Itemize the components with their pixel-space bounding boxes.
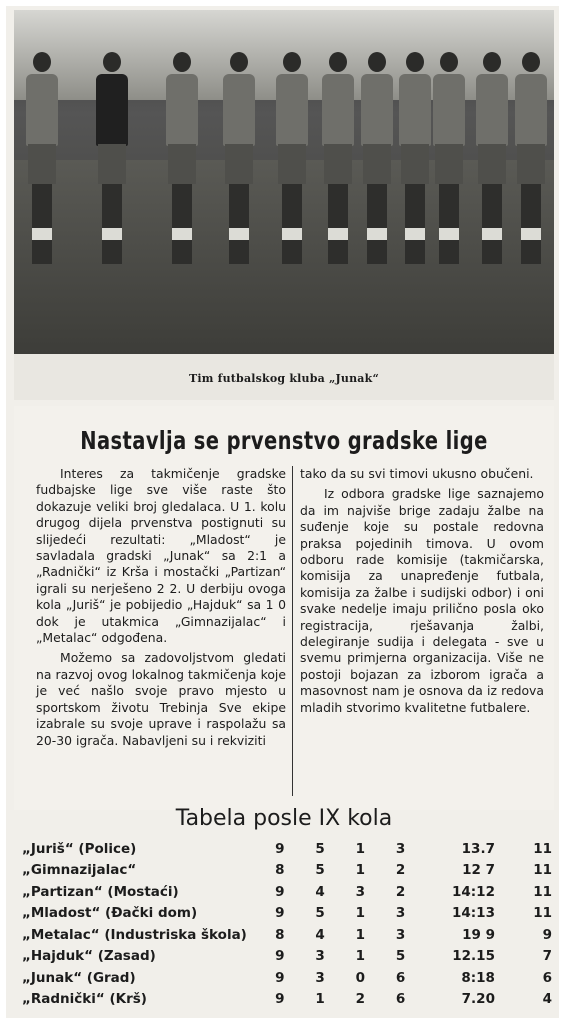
games-lost: 3: [395, 840, 406, 857]
table-row: [22, 924, 552, 946]
team-name: „Gimnazijalac“: [22, 862, 137, 879]
games-played: 8: [275, 926, 285, 943]
table-row: [22, 903, 552, 925]
team-name: „Metalac“ (Industriska škola): [22, 926, 247, 943]
games-won: 5: [315, 905, 325, 922]
games-lost: 3: [395, 905, 406, 922]
standings-title: Tabela posle IX kola: [175, 806, 393, 831]
newspaper-page: [6, 6, 559, 1018]
team-name: „Junak“ (Grad): [22, 969, 136, 986]
player-figure: [429, 52, 469, 282]
games-lost: 3: [395, 926, 406, 943]
article-paragraph: Iz odbora gradske lige saznajemo da im najviše brige zadaju žalbe na suđenje koje su postale redovna praksa pojedinih timova. U ovom odboru rade komisije (takmičarska, komisija za unapređenje futbala, komisija za žalbe i sudijski odbor) i oni svake nedelje imaju prilično posla oko registracija, rješavanja žalbi, delegiranje sudija i delegata - sve u svemu primjerna organizacija. Više ne postoji bojazan za izborom igrača a masovnost nam je osnova da iz redova mladih stvorimo kvalitetne futbalere.: [300, 486, 544, 715]
games-drawn: 3: [355, 883, 366, 900]
player-figure: [511, 52, 551, 282]
player-figure: [219, 52, 259, 282]
games-played: 9: [275, 905, 285, 922]
article-right-column: [300, 466, 544, 716]
games-played: 8: [275, 862, 285, 879]
player-figure: [318, 52, 358, 282]
games-drawn: 1: [355, 862, 366, 879]
player-figure: [22, 52, 62, 282]
table-row: [22, 967, 552, 989]
games-played: 9: [275, 883, 285, 900]
games-drawn: 1: [355, 905, 366, 922]
player-figure: [272, 52, 312, 282]
article-paragraph: Možemo sa zadovoljstvom gledati na razvoj ovog lokalnog takmičenja koje je već našlo svoje pravo mjesto u sportskom životu Trebinja Sve ekipe izabrale su svoje uprave i raspolažu sa 20-30 igrača. Nabavljeni su i rekviziti: [36, 650, 286, 748]
points: 11: [533, 840, 552, 857]
team-name: „Partizan“ (Mostaći): [22, 883, 179, 900]
article-paragraph: tako da su svi timovi ukusno obučeni.: [300, 466, 534, 481]
games-played: 9: [275, 948, 285, 965]
games-drawn: 1: [355, 926, 366, 943]
goal-score: 7.20: [461, 991, 495, 1008]
table-row: [22, 838, 552, 860]
player-figure: [162, 52, 202, 282]
team-name: „Radnički“ (Krš): [22, 991, 147, 1008]
games-lost: 2: [395, 883, 406, 900]
games-lost: 2: [395, 862, 406, 879]
article: [14, 406, 554, 810]
team-name: „Mladost“ (Đački dom): [22, 905, 198, 922]
points: 11: [533, 883, 552, 900]
games-lost: 5: [395, 948, 406, 965]
points: 6: [542, 969, 552, 986]
article-headline: Nastavlja se prvenstvo gradske lige: [80, 426, 488, 455]
table-row: [22, 946, 552, 968]
games-won: 4: [315, 926, 325, 943]
points: 9: [542, 926, 552, 943]
team-name: „Hajduk“ (Zasad): [22, 948, 156, 965]
goal-score: 13.7: [461, 840, 495, 857]
standings-table: [22, 838, 552, 1010]
games-drawn: 1: [355, 840, 366, 857]
goal-score: 14:12: [451, 883, 495, 900]
goal-score: 14:13: [451, 905, 495, 922]
column-divider: [292, 466, 293, 796]
games-lost: 6: [395, 969, 406, 986]
goal-score: 8:18: [461, 969, 495, 986]
team-name: „Juriš“ (Police): [22, 840, 137, 857]
points: 7: [542, 948, 552, 965]
games-drawn: 2: [355, 991, 366, 1008]
player-figure: [472, 52, 512, 282]
table-row: [22, 989, 552, 1011]
goalkeeper-figure: [92, 52, 132, 282]
photo-caption: Tim futbalskog kluba „Junak“: [189, 372, 379, 385]
games-lost: 6: [395, 991, 406, 1008]
games-played: 9: [275, 969, 285, 986]
games-won: 3: [315, 969, 325, 986]
team-photo: [14, 10, 554, 354]
games-won: 3: [315, 948, 325, 965]
table-row: [22, 881, 552, 903]
table-row: [22, 860, 552, 882]
goal-score: 19 9: [462, 926, 495, 943]
games-won: 5: [315, 862, 325, 879]
goal-score: 12 7: [462, 862, 495, 879]
team-photo-frame: [14, 10, 554, 400]
games-won: 4: [315, 883, 325, 900]
games-played: 9: [275, 840, 285, 857]
goal-score: 12.15: [452, 948, 495, 965]
games-won: 1: [315, 991, 325, 1008]
games-played: 9: [275, 991, 285, 1008]
points: 11: [533, 905, 552, 922]
games-drawn: 1: [355, 948, 366, 965]
article-paragraph: Interes za takmičenje gradske fudbajske lige sve više raste što dokazuje veliki broj gledalaca. U 1. kolu drugog dijela prvenstva postignuti su slijedeći rezultati: „Mladost“ je savladala gradski „Junak“ sa 2:1 a „Radnički“ iz Krša i mostački „Partizan“ igrali su nerješeno 2 2. U derbiju ovoga kola „Juriš“ je pobijedio „Hajduk“ sa 1 0 dok je utakmica „Gimnazijalac“ i „Metalac“ odgođena.: [36, 466, 286, 646]
games-won: 5: [315, 840, 325, 857]
points: 11: [533, 862, 552, 879]
points: 4: [542, 991, 552, 1008]
player-figure: [357, 52, 397, 282]
games-drawn: 0: [355, 969, 366, 986]
article-left-column: [36, 466, 286, 749]
